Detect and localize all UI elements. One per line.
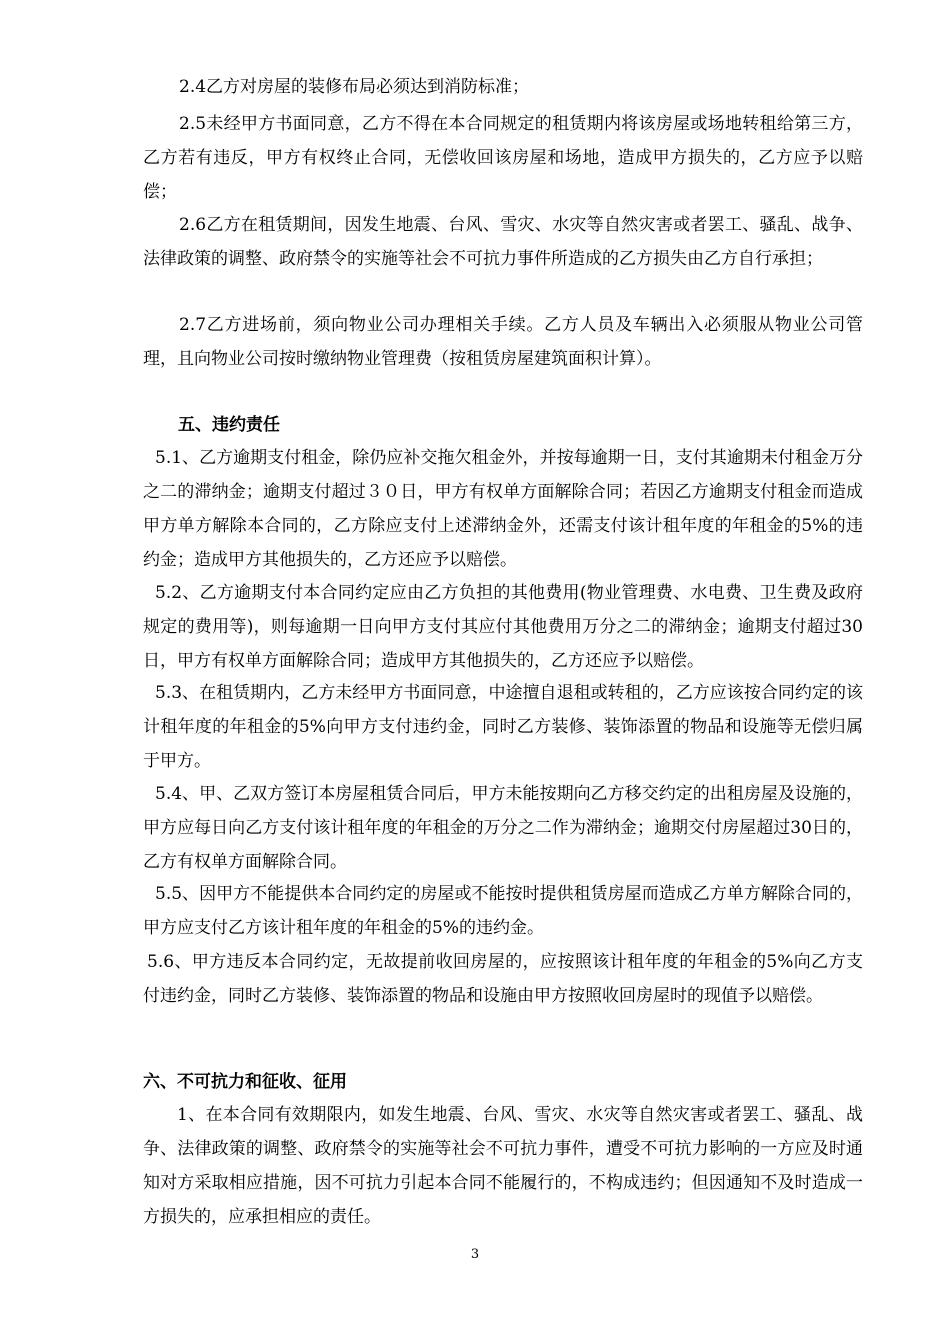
clause-5-2: 5.2、乙方逾期支付本合同约定应由乙方负担的其他费用(物业管理费、水电费、卫生费及政府规定的费用等)，则每逾期一日向甲方支付其应付其他费用万分之二的滞纳金；逾期支付超过30日，甲方有权单方面解除合同；造成甲方其他损失的，乙方还应予以赔偿。 (143, 583, 863, 671)
section-6-heading: 六、不可抗力和征收、征用 (143, 1072, 347, 1092)
clause-5-3: 5.3、在租赁期内，乙方未经甲方书面同意，中途擅自退租或转租的，乙方应该按合同约定的该计租年度的年租金的5%向甲方支付违约金，同时乙方装修、装饰添置的物品和设施等无偿归属于甲方。 (143, 683, 863, 771)
section-5-heading: 五、违约责任 (178, 415, 280, 435)
clause-5-4: 5.4、甲、乙双方签订本房屋租赁合同后，甲方未能按期向乙方移交约定的出租房屋及设施的，甲方应每日向乙方支付该计租年度的年租金的万分之二作为滞纳金；逾期交付房屋超过30日的，乙方有权单方面解除合同。 (143, 784, 863, 872)
clause-2-5: 2.5未经甲方书面同意，乙方不得在本合同规定的租赁期内将该房屋或场地转租给第三方，乙方若有违反，甲方有权终止合同，无偿收回该房屋和场地，造成甲方损失的，乙方应予以赔偿； (143, 114, 863, 202)
page-number: 3 (470, 1247, 480, 1262)
clause-6-1: 1、在本合同有效期限内，如发生地震、台风、雪灾、水灾等自然灾害或者罢工、骚乱、战争、法律政策的调整、政府禁令的实施等社会不可抗力事件，遭受不可抗力影响的一方应及时通知对方采取相应措施，因不可抗力引起本合同不能履行的，不构成违约；但因通知不及时造成一方损失的，应承担相应的责任。 (143, 1105, 863, 1227)
clause-2-6: 2.6乙方在租赁期间，因发生地震、台风、雪灾、水灾等自然灾害或者罢工、骚乱、战争、法律政策的调整、政府禁令的实施等社会不可抗力事件所造成的乙方损失由乙方自行承担； (143, 215, 863, 269)
clause-5-6: 5.6、甲方违反本合同约定，无故提前收回房屋的，应按照该计租年度的年租金的5%向乙方支付违约金，同时乙方装修、装饰添置的物品和设施由甲方按照收回房屋时的现值予以赔偿。 (143, 952, 863, 1006)
clause-5-1: 5.1、乙方逾期支付租金，除仍应补交拖欠租金外，并按每逾期一日，支付其逾期未付租金万分之二的滞纳金；逾期支付超过３０日，甲方有权单方面解除合同；若因乙方逾期支付租金而造成甲方单方解除本合同的，乙方除应支付上述滞纳金外，还需支付该计租年度的年租金的5%的违约金；造成甲方其他损失的，乙方还应予以赔偿。 (143, 448, 863, 570)
clause-5-5: 5.5、因甲方不能提供本合同约定的房屋或不能按时提供租赁房屋而造成乙方单方解除合同的，甲方应支付乙方该计租年度的年租金的5%的违约金。 (143, 884, 863, 938)
clause-2-4: 2.4乙方对房屋的装修布局必须达到消防标准； (179, 77, 530, 97)
clause-2-7: 2.7乙方进场前，须向物业公司办理相关手续。乙方人员及车辆出入必须服从物业公司管理，且向物业公司按时缴纳物业管理费（按租赁房屋建筑面积计算）。 (143, 315, 863, 369)
